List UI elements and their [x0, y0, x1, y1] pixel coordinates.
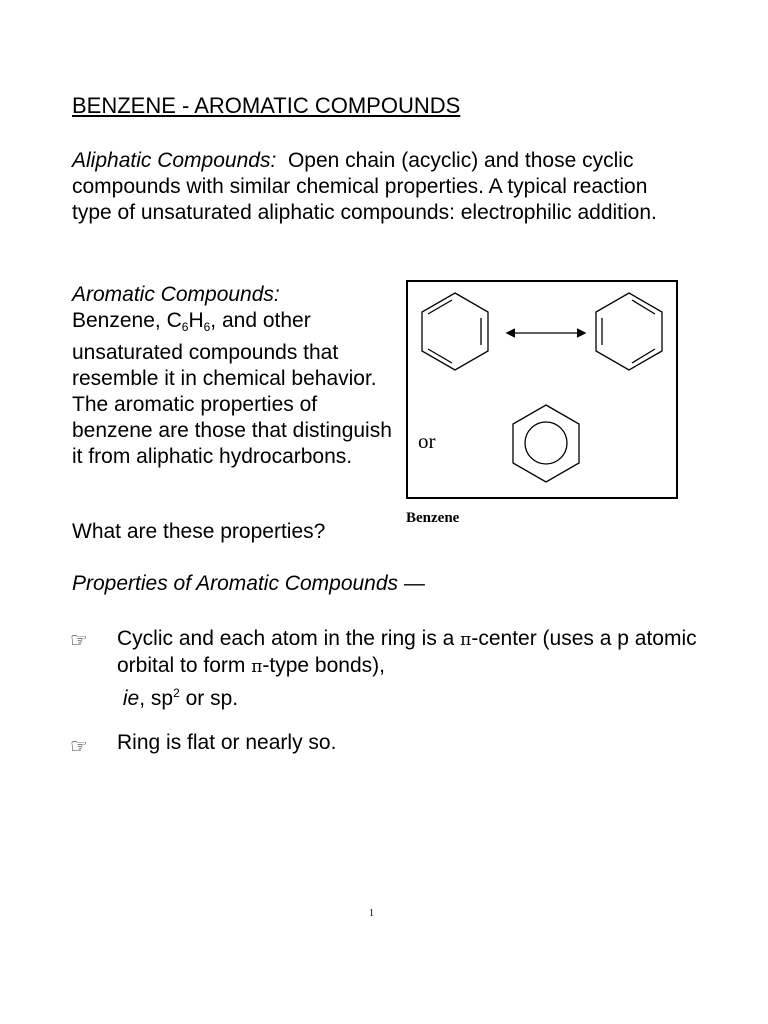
aliphatic-label: Aliphatic Compounds: [72, 149, 277, 172]
aromatic-paragraph [72, 282, 392, 470]
benzene-diagram [406, 280, 678, 499]
question-text: What are these properties? [72, 520, 326, 543]
sp2-superscript: 2 [173, 686, 180, 700]
bullet-flat-ring: Ring is flat or nearly so. [117, 731, 337, 754]
bullet-cyclic-text-2: -center (uses a p atomic orbital to form [117, 627, 697, 677]
kekule-structure-right [596, 293, 662, 370]
bullet-cyclic-text-3: -type bonds), [262, 654, 385, 677]
pointing-hand-icon: ☞ [70, 734, 88, 758]
or-label: or [418, 429, 436, 453]
bullet-cyclic-text-5: or sp. [179, 687, 239, 710]
aliphatic-text: Open chain (acyclic) and those cyclic compounds with similar chemical properties. A typical reaction type of unsaturated aliphatic compounds: electrophilic addition. [72, 149, 657, 224]
pi-symbol: π [460, 630, 472, 650]
pointing-hand-icon: ☞ [70, 628, 88, 652]
page-number: 1 [369, 908, 374, 919]
bullet-cyclic-text-4: , sp [139, 687, 174, 710]
benzene-structures [408, 282, 680, 501]
page-title: BENZENE - AROMATIC COMPOUNDS [72, 93, 461, 118]
formula-subscript-h: 6 [203, 320, 211, 334]
benzene-circle-structure [513, 405, 579, 482]
bullet-cyclic [117, 626, 717, 712]
aliphatic-paragraph [72, 148, 672, 226]
kekule-structure-left [422, 293, 488, 370]
aromatic-label: Aromatic Compounds: [72, 283, 280, 306]
formula-subscript-c: 6 [181, 320, 189, 334]
bullet-cyclic-text-1: Cyclic and each atom in the ring is a [117, 627, 461, 650]
formula-h: H [188, 309, 204, 332]
aromatic-text-rest: , and other unsaturated compounds that resemble it in chemical behavior. The aromatic properties of benzene are those that distinguish it from aliphatic hydrocarbons. [72, 309, 392, 468]
resonance-arrow [507, 329, 585, 337]
diagram-caption: Benzene [406, 510, 460, 526]
ie-abbrev: ie [122, 687, 140, 710]
aromatic-text-start: Benzene, C [72, 309, 182, 332]
properties-heading: Properties of Aromatic Compounds — [72, 572, 425, 595]
pi-symbol: π [251, 657, 263, 677]
